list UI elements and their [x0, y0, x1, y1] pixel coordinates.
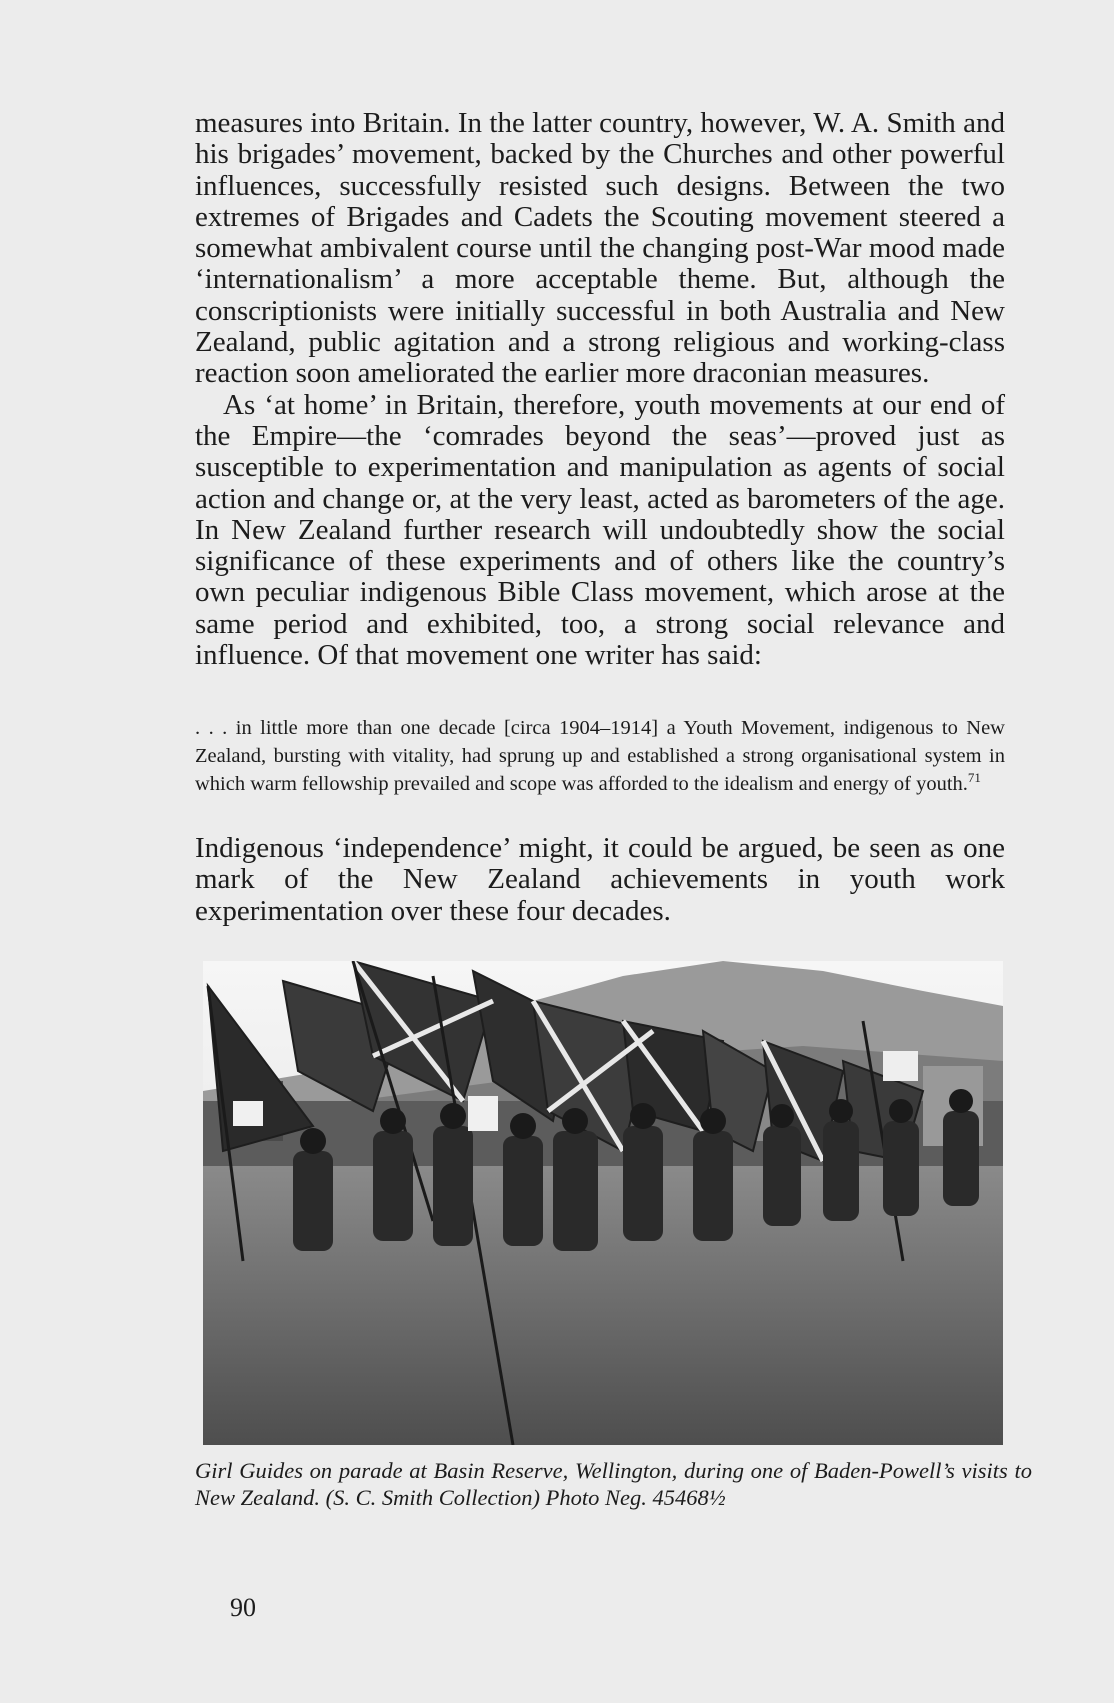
paragraph-2: As ‘at home’ in Britain, therefore, youth movements at our end of the Empire—the ‘comrades beyond the seas’—proved just as susceptible to experimentation and manipulation as agents of social action and change or, at the very least, acted as barometers of the age. In New Zealand further research will undoubtedly show the social significance of these experiments and of others like the country’s own peculiar indigenous Bible Class movement, which arose at the same period and exhibited, too, a strong social relevance and influence. Of that movement one writer has said: [195, 388, 1005, 672]
paragraph-3: Indigenous ‘independence’ might, it could be argued, be seen as one mark of the New Zealand achievements in youth work experimentation over these four decades. [195, 832, 1005, 927]
body-text [195, 108, 1005, 671]
block-quote [195, 714, 1005, 798]
photo-caption: Girl Guides on parade at Basin Reserve, Wellington, during one of Baden-Powell’s visits to New Zealand. (S. C. Smith Collection) Photo Neg. 45468½ [195, 1458, 1032, 1510]
parade-photograph [203, 961, 1003, 1445]
paragraph-1: measures into Britain. In the latter country, however, W. A. Smith and his brigades’ movement, backed by the Churches and other powerful influences, successfully resisted such designs. Between the two extremes of Brigades and Cadets the Scouting movement steered a somewhat ambivalent course until the changing post-War mood made ‘internationalism’ a more acceptable theme. But, although the conscriptionists were initially successful in both Australia and New Zealand, public agitation and a strong religious and working-class reaction soon ameliorated the earlier more draconian measures. [195, 107, 1005, 390]
photo-image [203, 961, 1003, 1445]
page-number: 90 [230, 1593, 256, 1622]
footnote-marker: 71 [967, 770, 981, 786]
closing-text [195, 833, 1005, 927]
quote-text: . . . in little more than one decade [circa 1904–1914] a Youth Movement, indigenous to New Zealand, bursting with vitality, had sprung up and established a strong organisational system in which warm fellowship prevailed and scope was afforded to the idealism and energy of youth. [195, 717, 1005, 795]
